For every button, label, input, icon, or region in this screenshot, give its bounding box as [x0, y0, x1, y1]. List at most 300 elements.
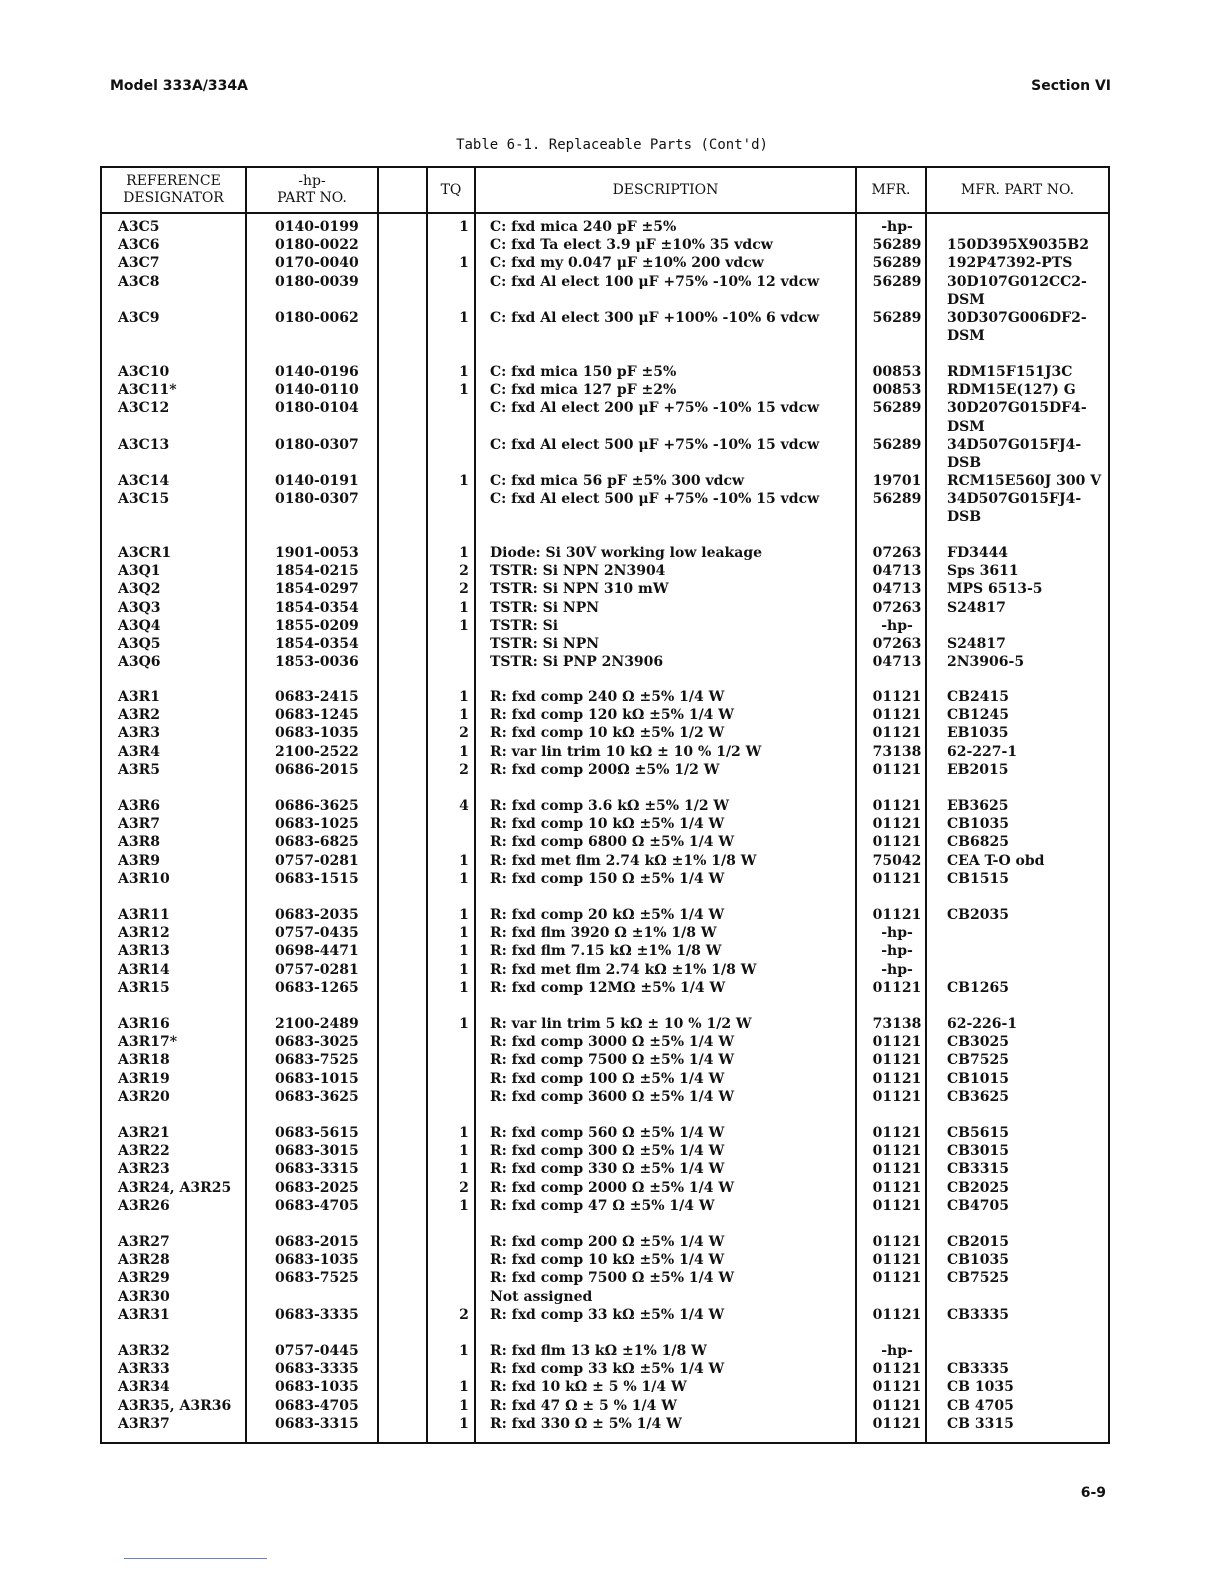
hp-part-number: 1854-0354: [275, 635, 359, 652]
manufacturer-code: 01121: [872, 1197, 922, 1214]
manufacturer-code: 73138: [872, 743, 922, 760]
part-description: C: fxd Al elect 500 μF +75% -10% 15 vdcw: [490, 491, 820, 508]
manufacturer-code: 01121: [872, 1088, 922, 1105]
hp-part-number: 1853-0036: [275, 654, 359, 671]
part-description: R: fxd comp 20 kΩ ±5% 1/4 W: [490, 907, 725, 923]
part-description: TSTR: Si NPN: [490, 599, 600, 616]
reference-designator: A3C6: [118, 237, 160, 254]
total-quantity: 1: [459, 1197, 469, 1214]
hp-part-number: 0683-6825: [275, 834, 359, 851]
table-row: [102, 761, 1108, 779]
manufacturer-part-number: MPS 6513-5: [947, 581, 1043, 598]
reference-designator: A3R1: [118, 689, 160, 705]
total-quantity: 1: [459, 1016, 469, 1032]
reference-designator: A3Q2: [118, 581, 161, 598]
hp-part-number: 0683-7525: [275, 1270, 359, 1287]
table-row: [102, 399, 1108, 417]
part-description: C: fxd mica 150 pF ±5%: [490, 364, 677, 380]
reference-designator: A3R30: [118, 1288, 170, 1305]
manufacturer-part-number: DSM: [947, 328, 985, 345]
part-description: C: fxd Ta elect 3.9 μF ±10% 35 vdcw: [490, 237, 773, 254]
part-description: R: fxd comp 3000 Ω ±5% 1/4 W: [490, 1034, 735, 1051]
document-model-header: Model 333A/334A: [110, 78, 248, 94]
manufacturer-code: 73138: [872, 1016, 922, 1032]
hp-part-number: 0683-3015: [275, 1143, 359, 1160]
reference-designator: A3R13: [118, 943, 170, 960]
part-description: R: fxd comp 200Ω ±5% 1/2 W: [490, 761, 720, 778]
total-quantity: 1: [459, 1161, 469, 1178]
part-description: R: fxd comp 6800 Ω ±5% 1/4 W: [490, 834, 735, 851]
reference-designator: A3R19: [118, 1070, 170, 1087]
table-row: [102, 1015, 1108, 1033]
total-quantity: 1: [459, 219, 469, 235]
manufacturer-part-number: EB1035: [947, 725, 1009, 742]
total-quantity: 1: [459, 979, 469, 996]
hp-part-number: 0683-2015: [275, 1234, 359, 1250]
table-row: [102, 724, 1108, 742]
column-header-text: PART NO.: [277, 190, 347, 206]
hp-part-number: 1854-0215: [275, 563, 359, 580]
table-row: [102, 1033, 1108, 1051]
table-row: [102, 1160, 1108, 1178]
hp-part-number: 2100-2522: [275, 743, 359, 760]
reference-designator: A3R9: [118, 852, 160, 869]
total-quantity: 1: [459, 852, 469, 869]
manufacturer-part-number: CB3625: [947, 1088, 1009, 1105]
table-row: [102, 870, 1108, 888]
total-quantity: 1: [459, 617, 469, 634]
table-row: [102, 544, 1108, 562]
total-quantity: 1: [459, 1143, 469, 1160]
hp-part-number: 0683-1035: [275, 725, 359, 742]
reference-designator: A3R3: [118, 725, 160, 742]
table-row: [102, 1124, 1108, 1142]
part-description: R: fxd 330 Ω ± 5% 1/4 W: [490, 1415, 682, 1432]
total-quantity: 1: [459, 961, 469, 978]
total-quantity: 1: [459, 1343, 469, 1359]
part-description: C: fxd Al elect 100 μF +75% -10% 12 vdcw: [490, 273, 820, 290]
total-quantity: 2: [459, 581, 469, 598]
part-description: R: fxd flm 3920 Ω ±1% 1/8 W: [490, 925, 717, 942]
manufacturer-code: 56289: [872, 255, 922, 272]
table-row: [102, 924, 1108, 942]
total-quantity: 1: [459, 1397, 469, 1414]
part-description: C: fxd Al elect 200 μF +75% -10% 15 vdcw: [490, 400, 820, 417]
reference-designator: A3C12: [118, 400, 170, 417]
part-description: TSTR: Si NPN 2N3904: [490, 563, 666, 580]
hp-part-number: 2100-2489: [275, 1016, 359, 1032]
header-divider: [102, 212, 1108, 214]
row-group: [102, 1233, 1108, 1324]
hp-part-number: 0683-4705: [275, 1397, 359, 1414]
manufacturer-part-number: CB2025: [947, 1179, 1009, 1196]
reference-designator: A3C11*: [118, 382, 177, 399]
manufacturer-part-number: CB1015: [947, 1070, 1009, 1087]
table-row: [102, 1251, 1108, 1269]
manufacturer-code: 01121: [872, 1143, 922, 1160]
part-description: R: fxd comp 10 kΩ ±5% 1/4 W: [490, 816, 725, 833]
reference-designator: A3R4: [118, 743, 160, 760]
part-description: TSTR: Si PNP 2N3906: [490, 654, 664, 671]
column-header-text: REFERENCE: [126, 173, 221, 189]
table-row: [102, 291, 1108, 309]
manufacturer-code: 01121: [872, 707, 922, 724]
table-row: [102, 706, 1108, 724]
table-row: [102, 797, 1108, 815]
part-description: R: fxd comp 12MΩ ±5% 1/4 W: [490, 979, 726, 996]
reference-designator: A3R35, A3R36: [118, 1397, 232, 1414]
manufacturer-part-number: 150D395X9035B2: [947, 237, 1089, 254]
hp-part-number: 0180-0307: [275, 437, 359, 453]
manufacturer-code: 01121: [872, 798, 922, 814]
manufacturer-code: 00853: [872, 382, 922, 399]
manufacturer-part-number: EB2015: [947, 761, 1009, 778]
reference-designator: A3R31: [118, 1306, 170, 1323]
column-header-text: -hp-: [298, 173, 326, 189]
part-description: R: fxd flm 13 kΩ ±1% 1/8 W: [490, 1343, 707, 1359]
hp-part-number: 0170-0040: [275, 255, 359, 272]
hp-part-number: 1854-0354: [275, 599, 359, 616]
manufacturer-code: 01121: [872, 816, 922, 833]
table-row: [102, 472, 1108, 490]
manufacturer-part-number: RCM15E560J 300 V: [947, 473, 1102, 489]
manufacturer-part-number: CB 4705: [947, 1397, 1014, 1414]
manufacturer-code: 56289: [872, 273, 922, 290]
part-description: R: fxd comp 240 Ω ±5% 1/4 W: [490, 689, 725, 705]
hp-part-number: 0180-0022: [275, 237, 359, 254]
reference-designator: A3R17*: [118, 1034, 178, 1051]
manufacturer-code: 56289: [872, 491, 922, 508]
section-header: Section VI: [1031, 78, 1111, 94]
row-group: [102, 906, 1108, 997]
manufacturer-part-number: 192P47392-PTS: [947, 255, 1073, 272]
manufacturer-code: -hp-: [881, 219, 913, 235]
table-row: [102, 273, 1108, 291]
table-row: [102, 1142, 1108, 1160]
row-group: [102, 436, 1108, 472]
part-description: R: fxd comp 33 kΩ ±5% 1/4 W: [490, 1306, 725, 1323]
reference-designator: A3R34: [118, 1379, 170, 1396]
manufacturer-part-number: 34D507G015FJ4-: [947, 491, 1082, 508]
reference-designator: A3R32: [118, 1343, 170, 1359]
reference-designator: A3R10: [118, 870, 170, 887]
manufacturer-part-number: CB4705: [947, 1197, 1009, 1214]
reference-designator: A3CR1: [118, 545, 172, 561]
reference-designator: A3Q1: [118, 563, 161, 580]
reference-designator: A3R27: [118, 1234, 170, 1250]
table-row: [102, 580, 1108, 598]
hp-part-number: 0683-1025: [275, 816, 359, 833]
manufacturer-code: 56289: [872, 310, 922, 326]
manufacturer-code: 01121: [872, 870, 922, 887]
part-description: R: fxd comp 7500 Ω ±5% 1/4 W: [490, 1270, 735, 1287]
part-description: R: fxd comp 7500 Ω ±5% 1/4 W: [490, 1052, 735, 1069]
table-row: [102, 906, 1108, 924]
hp-part-number: 0683-1265: [275, 979, 359, 996]
hp-part-number: 0180-0307: [275, 491, 359, 508]
total-quantity: 2: [459, 1306, 469, 1323]
column-header-tq: [428, 168, 474, 212]
row-group: [102, 1015, 1108, 1106]
manufacturer-code: 01121: [872, 907, 922, 923]
part-description: R: fxd comp 120 kΩ ±5% 1/4 W: [490, 707, 735, 724]
reference-designator: A3R22: [118, 1143, 170, 1160]
column-header-mfr: [857, 168, 925, 212]
column-header-text: DESIGNATOR: [123, 190, 224, 206]
column-header-description: [476, 168, 855, 212]
table-row: [102, 1197, 1108, 1215]
reference-designator: A3C7: [118, 255, 160, 272]
manufacturer-code: 01121: [872, 1125, 922, 1141]
reference-designator: A3C13: [118, 437, 170, 453]
hp-part-number: 0683-3625: [275, 1088, 359, 1105]
total-quantity: 4: [459, 798, 469, 814]
reference-designator: A3R15: [118, 979, 170, 996]
reference-designator: A3R29: [118, 1270, 170, 1287]
hp-part-number: 0180-0062: [275, 310, 359, 326]
table-row: [102, 1179, 1108, 1197]
manufacturer-code: 19701: [872, 473, 922, 489]
total-quantity: 1: [459, 943, 469, 960]
manufacturer-code: 01121: [872, 725, 922, 742]
row-group: [102, 544, 1108, 671]
manufacturer-code: 56289: [872, 400, 922, 417]
reference-designator: A3R12: [118, 925, 170, 942]
manufacturer-part-number: CB3335: [947, 1361, 1009, 1378]
table-row: [102, 562, 1108, 580]
manufacturer-part-number: RDM15E(127) G: [947, 382, 1076, 399]
table-row: [102, 218, 1108, 236]
row-group: [102, 309, 1108, 345]
manufacturer-code: -hp-: [881, 617, 913, 634]
part-description: C: fxd my 0.047 μF ±10% 200 vdcw: [490, 255, 764, 272]
total-quantity: 1: [459, 364, 469, 380]
part-description: R: fxd 10 kΩ ± 5 % 1/4 W: [490, 1379, 687, 1396]
hp-part-number: 0140-0196: [275, 364, 359, 380]
total-quantity: 1: [459, 599, 469, 616]
part-description: R: fxd comp 33 kΩ ±5% 1/4 W: [490, 1361, 725, 1378]
part-description: Diode: Si 30V working low leakage: [490, 545, 763, 561]
manufacturer-code: 01121: [872, 1379, 922, 1396]
table-row: [102, 454, 1108, 472]
hp-part-number: 0683-5615: [275, 1125, 359, 1141]
manufacturer-code: 75042: [872, 852, 922, 869]
column-header-text: MFR.: [871, 181, 911, 198]
reference-designator: A3R6: [118, 798, 160, 814]
part-description: R: var lin trim 5 kΩ ± 10 % 1/2 W: [490, 1016, 752, 1032]
manufacturer-part-number: DSM: [947, 291, 985, 308]
manufacturer-code: -hp-: [881, 1343, 913, 1359]
manufacturer-part-number: CB2035: [947, 907, 1009, 923]
reference-designator: A3Q4: [118, 617, 161, 634]
reference-designator: A3Q5: [118, 635, 161, 652]
manufacturer-code: 01121: [872, 1234, 922, 1250]
reference-designator: A3R8: [118, 834, 160, 851]
total-quantity: 2: [459, 725, 469, 742]
manufacturer-code: 01121: [872, 834, 922, 851]
manufacturer-code: 01121: [872, 1070, 922, 1087]
row-group: [102, 1342, 1108, 1433]
manufacturer-part-number: CB5615: [947, 1125, 1009, 1141]
reference-designator: A3R18: [118, 1052, 170, 1069]
total-quantity: 1: [459, 925, 469, 942]
total-quantity: 1: [459, 1125, 469, 1141]
reference-designator: A3R11: [118, 907, 170, 923]
manufacturer-code: 07263: [872, 599, 922, 616]
manufacturer-part-number: S24817: [947, 635, 1006, 652]
manufacturer-part-number: S24817: [947, 599, 1006, 616]
manufacturer-part-number: CB6825: [947, 834, 1009, 851]
table-title: Table 6-1. Replaceable Parts (Cont'd): [456, 137, 768, 153]
reference-designator: A3R7: [118, 816, 160, 833]
table-row: [102, 1342, 1108, 1360]
hp-part-number: 0683-2025: [275, 1179, 359, 1196]
reference-designator: A3R26: [118, 1197, 170, 1214]
manufacturer-code: 07263: [872, 635, 922, 652]
manufacturer-part-number: CB2015: [947, 1234, 1009, 1250]
manufacturer-code: 01121: [872, 1252, 922, 1269]
reference-designator: A3R21: [118, 1125, 170, 1141]
manufacturer-part-number: CB7525: [947, 1052, 1009, 1069]
table-row: [102, 508, 1108, 526]
part-description: R: fxd met flm 2.74 kΩ ±1% 1/8 W: [490, 961, 757, 978]
row-group: [102, 363, 1108, 436]
manufacturer-part-number: CB7525: [947, 1270, 1009, 1287]
table-row: [102, 1360, 1108, 1378]
reference-designator: A3R5: [118, 761, 160, 778]
hp-part-number: 0683-1035: [275, 1379, 359, 1396]
table-row: [102, 942, 1108, 960]
manufacturer-code: 01121: [872, 761, 922, 778]
hp-part-number: 0683-7525: [275, 1052, 359, 1069]
table-row: [102, 1397, 1108, 1415]
row-group: [102, 797, 1108, 888]
reference-designator: A3C15: [118, 491, 170, 508]
total-quantity: 1: [459, 907, 469, 923]
manufacturer-part-number: 2N3906-5: [947, 654, 1025, 671]
hp-part-number: 0686-3625: [275, 798, 359, 814]
manufacturer-code: -hp-: [881, 961, 913, 978]
table-row: [102, 743, 1108, 761]
table-row: [102, 418, 1108, 436]
part-description: R: fxd comp 330 Ω ±5% 1/4 W: [490, 1161, 725, 1178]
table-row: [102, 833, 1108, 851]
hp-part-number: 0686-2015: [275, 761, 359, 778]
hp-part-number: 1854-0297: [275, 581, 359, 598]
manufacturer-code: 01121: [872, 1270, 922, 1287]
footnote-rule: [124, 1558, 267, 1559]
manufacturer-code: 01121: [872, 689, 922, 705]
part-description: C: fxd Al elect 300 μF +100% -10% 6 vdcw: [490, 310, 820, 326]
part-description: R: fxd comp 10 kΩ ±5% 1/2 W: [490, 725, 725, 742]
row-group: [102, 472, 1108, 527]
table-row: [102, 815, 1108, 833]
hp-part-number: 0140-0191: [275, 473, 359, 489]
part-description: R: fxd comp 3.6 kΩ ±5% 1/2 W: [490, 798, 730, 814]
part-description: R: fxd comp 560 Ω ±5% 1/4 W: [490, 1125, 725, 1141]
reference-designator: A3R28: [118, 1252, 170, 1269]
manufacturer-code: 01121: [872, 1179, 922, 1196]
hp-part-number: 0698-4471: [275, 943, 359, 960]
table-row: [102, 1269, 1108, 1287]
row-group: [102, 1124, 1108, 1215]
part-description: R: fxd comp 3600 Ω ±5% 1/4 W: [490, 1088, 735, 1105]
part-description: R: fxd comp 47 Ω ±5% 1/4 W: [490, 1197, 715, 1214]
part-description: R: fxd comp 150 Ω ±5% 1/4 W: [490, 870, 725, 887]
part-description: C: fxd mica 240 pF ±5%: [490, 219, 677, 235]
table-row: [102, 1233, 1108, 1251]
reference-designator: A3R37: [118, 1415, 170, 1432]
manufacturer-part-number: 62-227-1: [947, 743, 1018, 760]
manufacturer-part-number: CB1265: [947, 979, 1009, 996]
total-quantity: 1: [459, 310, 469, 326]
part-description: TSTR: Si NPN 310 mW: [490, 581, 669, 598]
reference-designator: A3R24, A3R25: [118, 1179, 232, 1196]
total-quantity: 1: [459, 255, 469, 272]
manufacturer-code: -hp-: [881, 925, 913, 942]
manufacturer-part-number: EB3625: [947, 798, 1009, 814]
column-header-text: DESCRIPTION: [612, 181, 719, 198]
hp-part-number: 0180-0039: [275, 273, 359, 290]
manufacturer-part-number: CEA T-O obd: [947, 852, 1045, 869]
table-row: [102, 961, 1108, 979]
table-row: [102, 635, 1108, 653]
reference-designator: A3R2: [118, 707, 160, 724]
manufacturer-part-number: 62-226-1: [947, 1016, 1018, 1032]
part-description: R: fxd 47 Ω ± 5 % 1/4 W: [490, 1397, 677, 1414]
hp-part-number: 0140-0110: [275, 382, 359, 399]
part-description: R: fxd comp 2000 Ω ±5% 1/4 W: [490, 1179, 735, 1196]
table-row: [102, 1088, 1108, 1106]
total-quantity: 1: [459, 545, 469, 561]
hp-part-number: 0683-3315: [275, 1161, 359, 1178]
part-description: R: fxd comp 200 Ω ±5% 1/4 W: [490, 1234, 725, 1250]
manufacturer-code: 04713: [872, 581, 922, 598]
reference-designator: A3C14: [118, 473, 170, 489]
hp-part-number: 0683-3335: [275, 1361, 359, 1378]
reference-designator: A3R20: [118, 1088, 170, 1105]
reference-designator: A3R33: [118, 1361, 170, 1378]
page-number: 6-9: [1080, 1485, 1106, 1501]
manufacturer-part-number: DSB: [947, 509, 982, 526]
part-description: R: fxd comp 300 Ω ±5% 1/4 W: [490, 1143, 725, 1160]
part-description: R: fxd met flm 2.74 kΩ ±1% 1/8 W: [490, 852, 757, 869]
hp-part-number: 0757-0435: [275, 925, 359, 942]
hp-part-number: 1901-0053: [275, 545, 359, 561]
manufacturer-part-number: CB1245: [947, 707, 1009, 724]
manufacturer-code: 01121: [872, 979, 922, 996]
manufacturer-part-number: CB3025: [947, 1034, 1009, 1051]
part-description: R: fxd comp 100 Ω ±5% 1/4 W: [490, 1070, 725, 1087]
table-row: [102, 653, 1108, 671]
table-row: [102, 1288, 1108, 1306]
table-row: [102, 1051, 1108, 1069]
total-quantity: 1: [459, 382, 469, 399]
manufacturer-part-number: CB 3315: [947, 1415, 1014, 1432]
manufacturer-code: 00853: [872, 364, 922, 380]
table-row: [102, 1378, 1108, 1396]
hp-part-number: 0683-2035: [275, 907, 359, 923]
parts-table: [100, 166, 1110, 1444]
part-description: C: fxd Al elect 500 μF +75% -10% 15 vdcw: [490, 437, 820, 453]
part-description: TSTR: Si: [490, 617, 559, 634]
manufacturer-part-number: CB1515: [947, 870, 1009, 887]
manufacturer-part-number: 30D307G006DF2-: [947, 310, 1087, 326]
manufacturer-part-number: CB 1035: [947, 1379, 1014, 1396]
table-row: [102, 1415, 1108, 1433]
part-description: C: fxd mica 127 pF ±2%: [490, 382, 677, 399]
hp-part-number: 0757-0281: [275, 961, 359, 978]
